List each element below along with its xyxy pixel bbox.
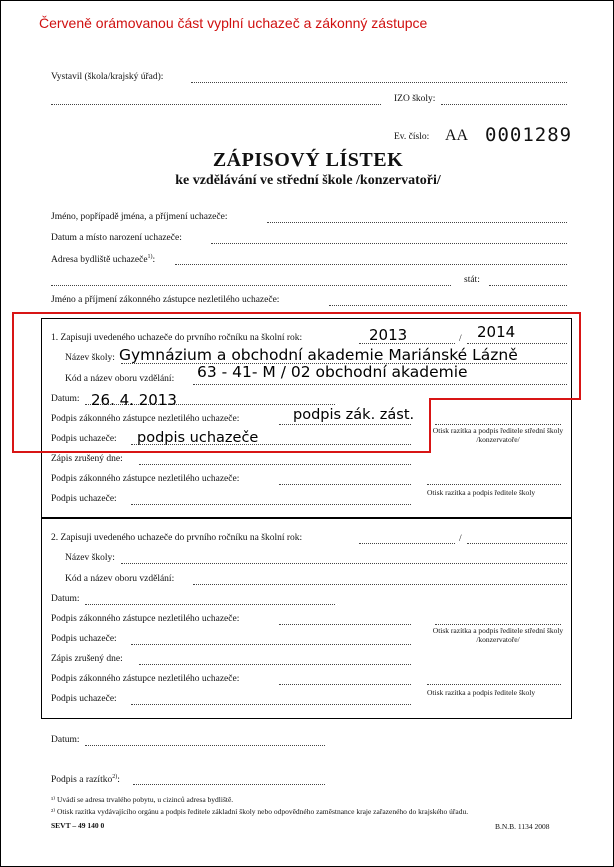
s1-field-line[interactable]	[193, 384, 567, 385]
instruction-text: Červeně orámovanou část vyplní uchazeč a zákonný zástupce	[39, 15, 428, 31]
izo-line[interactable]	[441, 104, 567, 105]
izo-label: IZO školy:	[394, 94, 436, 104]
s2-cancel-stamp-label: Otisk razítka a podpis ředitele školy	[427, 688, 536, 697]
s1-cancel-applicant-label: Podpis uchazeče:	[51, 494, 117, 504]
s1-guardian-sign-line[interactable]	[279, 424, 411, 425]
footer-date-line[interactable]	[85, 745, 325, 746]
s1-cancel-guardian-line[interactable]	[279, 484, 411, 485]
s2-date-line[interactable]	[85, 604, 335, 605]
footer-date-label: Datum:	[51, 735, 80, 745]
s2-cancel-guardian-line[interactable]	[279, 684, 411, 685]
s1-guardian-sign-label: Podpis zákonného zástupce nezletilého uchazeče:	[51, 414, 240, 424]
s2-cancel-label: Zápis zrušený dne:	[51, 654, 123, 664]
red-outline-left	[12, 312, 14, 453]
issuer-line[interactable]	[191, 82, 567, 83]
s1-stamp-line[interactable]	[435, 424, 561, 425]
footer-sign-label: Podpis a razítko$^{2)}$:	[51, 774, 120, 786]
red-outline-top	[12, 312, 581, 314]
state-line[interactable]	[489, 285, 567, 286]
footer-sign-line[interactable]	[133, 784, 325, 785]
ev-label: Ev. číslo:	[394, 132, 430, 142]
s2-cancel-guardian-label: Podpis zákonného zástupce nezletilého uchazeče:	[51, 674, 240, 684]
s1-applicant-sign-label: Podpis uchazeče:	[51, 434, 117, 444]
s2-stamp-line[interactable]	[435, 624, 561, 625]
name-label: Jméno, popřípadě jména, a příjmení uchazeče:	[51, 212, 228, 222]
s1-enroll-label: 1. Zapisuji uvedeného uchazeče do prvního ročníku na školní rok:	[51, 333, 303, 343]
red-outline-step-v	[429, 398, 431, 453]
publisher-code: SEVT – 49 140 0	[51, 821, 105, 830]
footnote-2: ²⁾ Otisk razítka vydávajícího orgánu a podpis ředitele základní školy nebo odpovědného zaměstnance kraje zařazeného do krajského úřadu.	[51, 807, 469, 816]
birth-line[interactable]	[211, 243, 567, 244]
s2-enroll-label: 2. Zapisuji uvedeného uchazeče do prvního ročníku na školní rok:	[51, 533, 303, 543]
s1-cancel-stamp-line[interactable]	[427, 484, 561, 485]
s1-school-label: Název školy:	[65, 353, 115, 363]
red-outline-right	[579, 312, 581, 400]
s2-cancel-applicant-line[interactable]	[131, 704, 411, 705]
s1-school-value[interactable]: Gymnázium a obchodní akademie Mariánské Lázně	[119, 346, 518, 364]
ev-series: AA	[445, 127, 469, 144]
guardian-line[interactable]	[329, 305, 567, 306]
s2-year-to-line[interactable]	[467, 543, 567, 544]
s2-field-line[interactable]	[193, 584, 567, 585]
state-label: stát:	[464, 275, 480, 285]
s1-year-from[interactable]: 2013	[369, 326, 408, 344]
address-label: Adresa bydliště uchazeče$^{1)}$:	[51, 254, 156, 266]
s2-guardian-sign-line[interactable]	[279, 624, 411, 625]
form-subtitle: ke vzdělávání ve střední škole /konzervatoři/	[175, 173, 441, 188]
s1-field-label: Kód a název oboru vzdělání:	[65, 374, 175, 384]
s2-slash: /	[459, 534, 462, 544]
issuer-line-2[interactable]	[51, 104, 381, 105]
form-title: ZÁPISOVÝ LÍSTEK	[212, 149, 404, 171]
s2-stamp-label: Otisk razítka a podpis ředitele střední školy /konzervatoře/	[432, 626, 564, 644]
red-outline-step-h	[429, 398, 581, 400]
s1-year-to-line[interactable]	[467, 343, 567, 344]
s2-field-label: Kód a název oboru vzdělání:	[65, 574, 175, 584]
s1-date-label: Datum:	[51, 394, 80, 404]
s1-cancel-label: Zápis zrušený dne:	[51, 454, 123, 464]
s1-guardian-sign-value[interactable]: podpis zák. zást.	[293, 407, 415, 423]
s1-cancel-applicant-line[interactable]	[131, 504, 411, 505]
s2-date-label: Datum:	[51, 594, 80, 604]
s2-applicant-sign-label: Podpis uchazeče:	[51, 634, 117, 644]
s1-cancel-stamp-label: Otisk razítka a podpis ředitele školy	[427, 488, 536, 497]
name-line[interactable]	[267, 222, 567, 223]
red-outline-bottom	[12, 451, 431, 453]
birth-label: Datum a místo narození uchazeče:	[51, 233, 182, 243]
s2-school-label: Název školy:	[65, 553, 115, 563]
s1-slash: /	[459, 334, 462, 344]
guardian-label: Jméno a příjmení zákonného zástupce nezletilého uchazeče:	[51, 295, 280, 305]
s2-cancel-applicant-label: Podpis uchazeče:	[51, 694, 117, 704]
s1-cancel-line[interactable]	[139, 464, 411, 465]
ev-number: 0001289	[485, 124, 573, 146]
s1-year-to[interactable]: 2014	[477, 323, 516, 341]
address-line[interactable]	[175, 264, 567, 265]
footnote-1: ¹⁾ Uvádí se adresa trvalého pobytu, u cizinců adresa bydliště.	[51, 795, 234, 804]
s2-guardian-sign-label: Podpis zákonného zástupce nezletilého uchazeče:	[51, 614, 240, 624]
s1-applicant-sign-value[interactable]: podpis uchazeče	[137, 430, 259, 446]
s2-year-from-line[interactable]	[359, 543, 455, 544]
s2-school-line[interactable]	[121, 563, 567, 564]
form-code: B.N.B. 1134 2008	[495, 822, 550, 831]
address-line-2[interactable]	[51, 285, 451, 286]
s1-date-value[interactable]: 26. 4. 2013	[91, 391, 177, 409]
s1-cancel-guardian-label: Podpis zákonného zástupce nezletilého uchazeče:	[51, 474, 240, 484]
s1-field-value[interactable]: 63 - 41- M / 02 obchodní akademie	[197, 363, 468, 381]
issuer-label: Vystavil (škola/krajský úřad):	[51, 72, 164, 82]
s2-applicant-sign-line[interactable]	[131, 644, 411, 645]
s2-cancel-line[interactable]	[139, 664, 411, 665]
s2-cancel-stamp-line[interactable]	[427, 684, 561, 685]
s1-stamp-label: Otisk razítka a podpis ředitele střední školy /konzervatoře/	[432, 426, 564, 444]
